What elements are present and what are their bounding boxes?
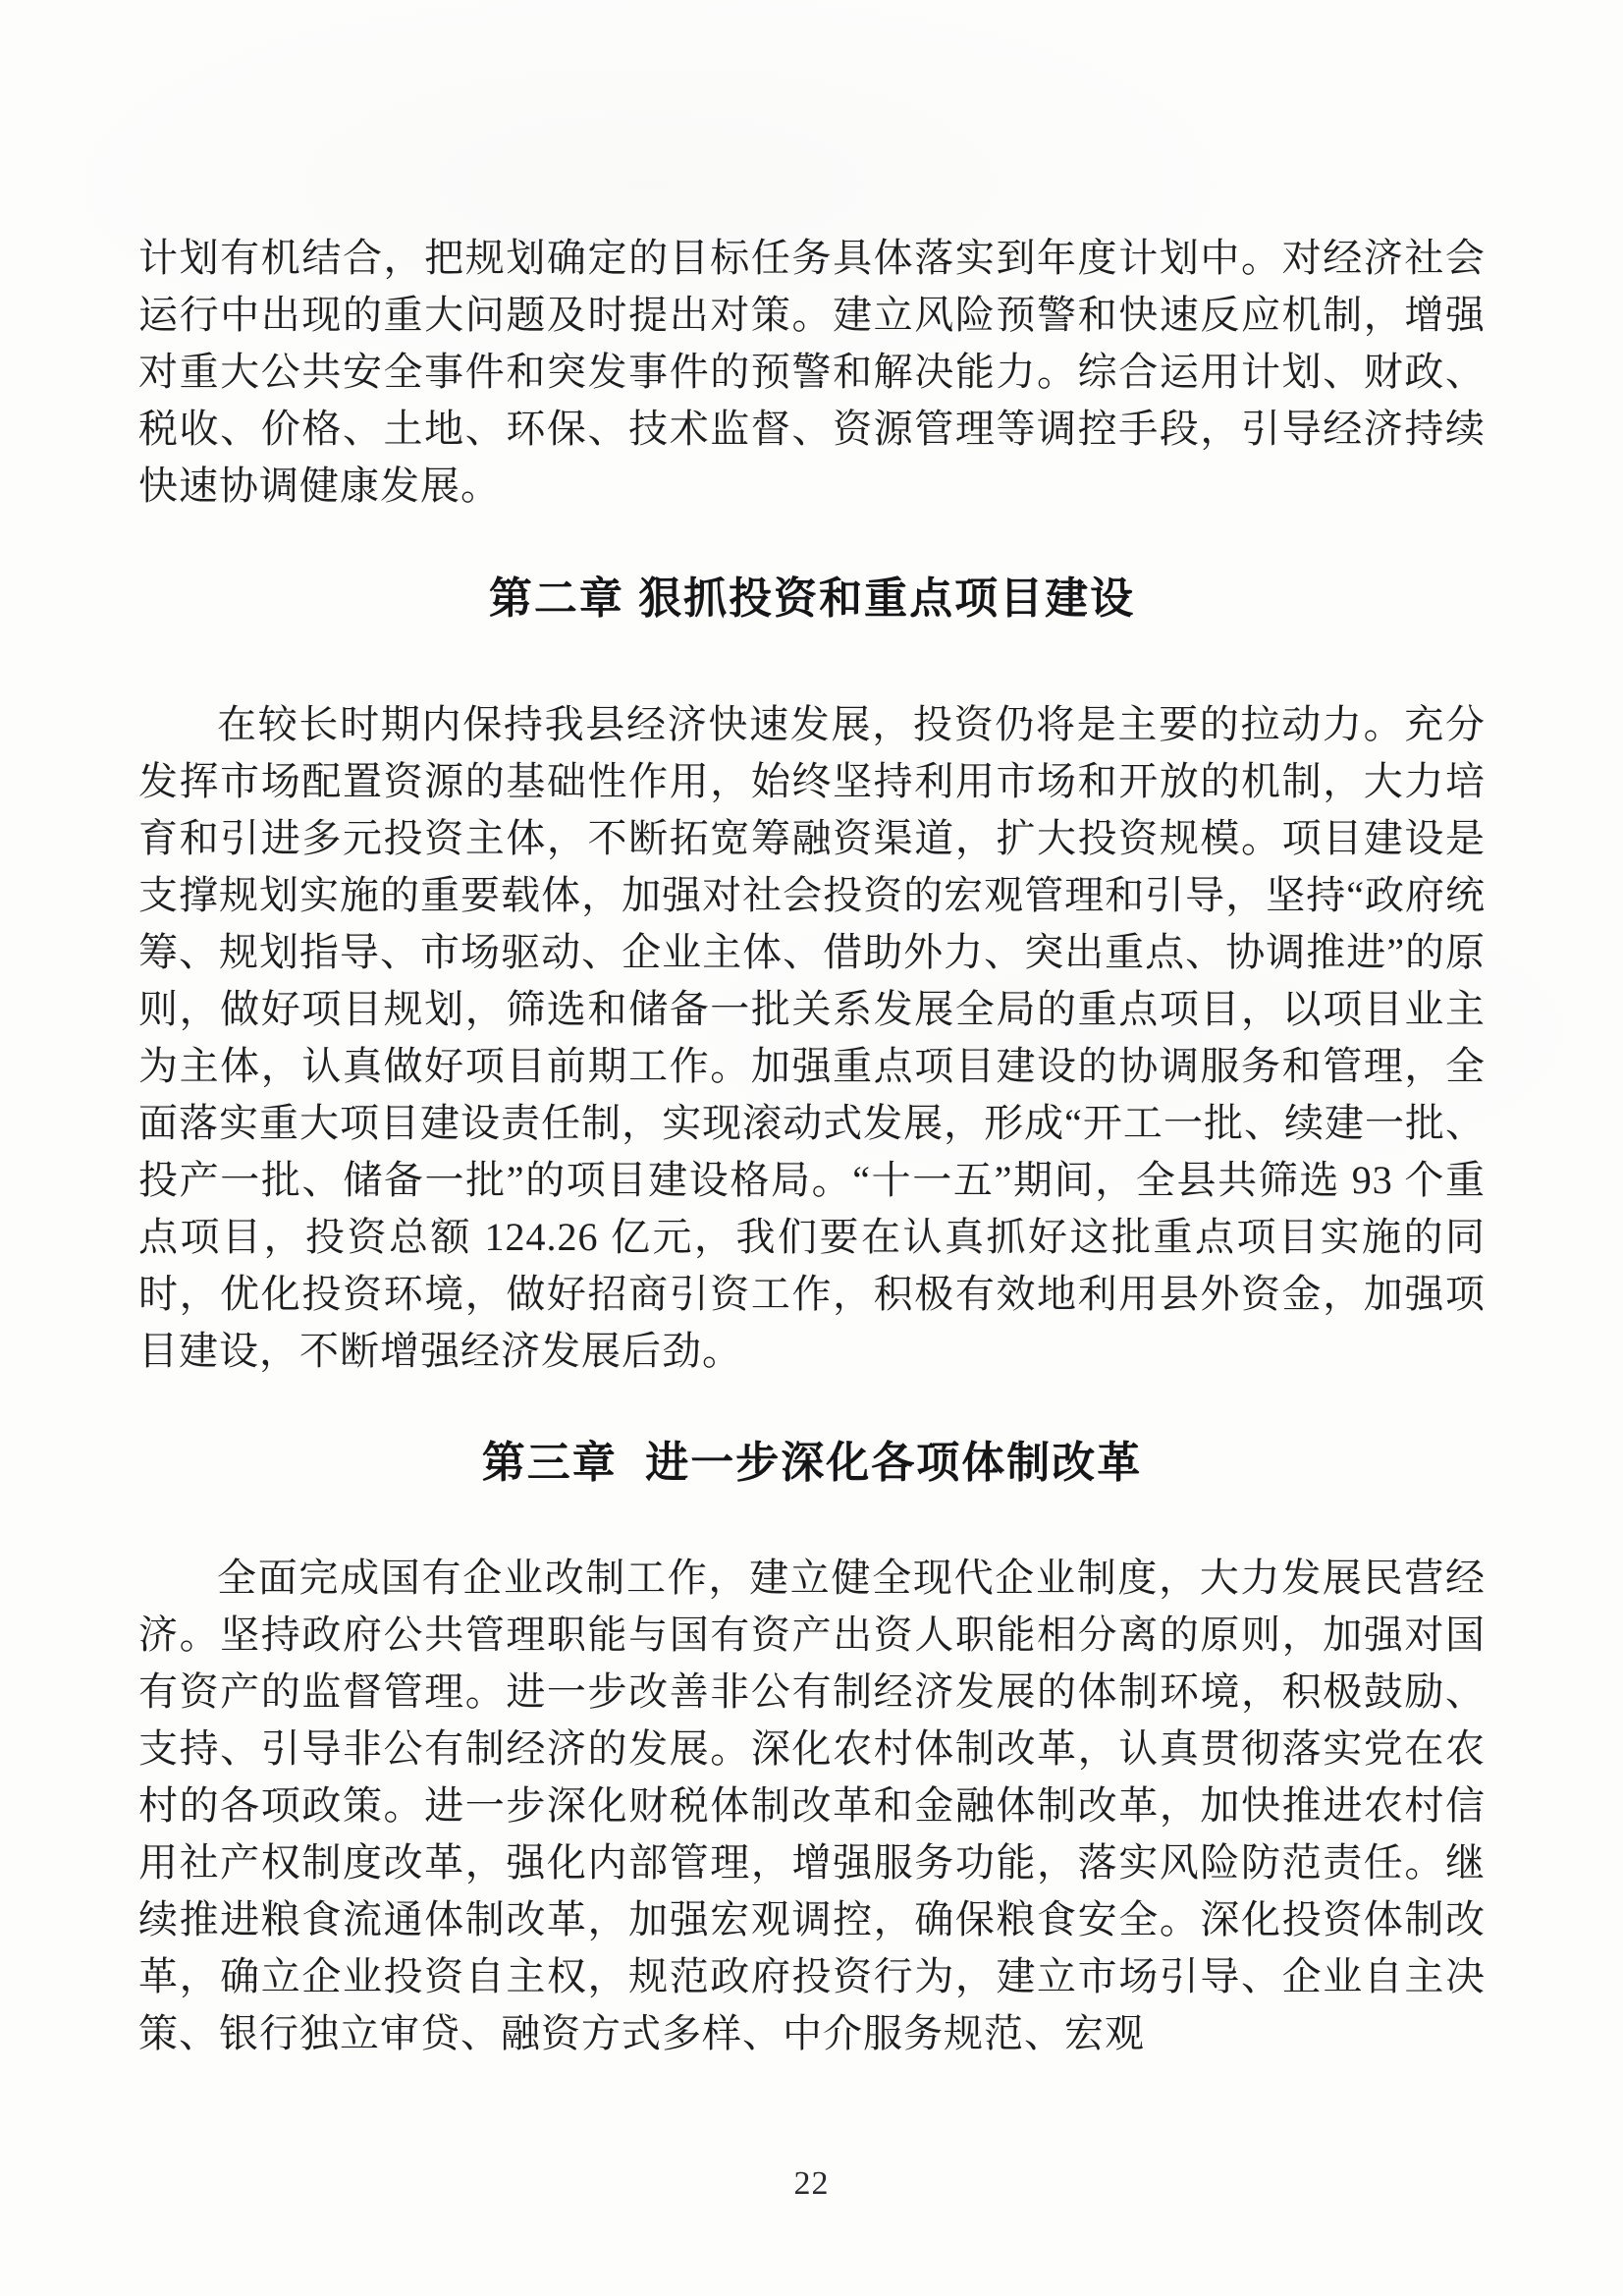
intro-paragraph: 计划有机结合，把规划确定的目标任务具体落实到年度计划中。对经济社会运行中出现的重大问题及时提出对策。建立风险预警和快速反应机制，增强对重大公共安全事件和突发事件的预警和解决能力。综合运用计划、财政、税收、价格、土地、环保、技术监督、资源管理等调控手段，引导经济持续快速协调健康发展。 bbox=[138, 236, 1486, 508]
chapter2-heading: 第二章 狠抓投资和重点项目建设 bbox=[488, 574, 1136, 623]
chapter3-heading: 第三章 进一步深化各项体制改革 bbox=[481, 1439, 1143, 1487]
page-number: 22 bbox=[793, 2165, 830, 2202]
chapter2-paragraph: 在较长时期内保持我县经济快速发展，投资仍将是主要的拉动力。充分发挥市场配置资源的基础性作用，始终坚持利用市场和开放的机制，大力培育和引进多元投资主体，不断拓宽筹融资渠道，扩大投资规模。项目建设是支撑规划实施的重要载体，加强对社会投资的宏观管理和引导，坚持“政府统筹、规划指导、市场驱动、企业主体、借助外力、突出重点、协调推进”的原则，做好项目规划，筛选和储备一批关系发展全局的重点项目，以项目业主为主体，认真做好项目前期工作。加强重点项目建设的协调服务和管理，全面落实重大项目建设责任制，实现滚动式发展，形成“开工一批、续建一批、投产一批、储备一批”的项目建设格局。“十一五”期间，全县共筛选 93 个重点项目，投资总额 124.26 亿元，我们要在认真抓好这批重点项目实施的同时，优化投资环境，做好招商引资工作，积极有效地利用县外资金，加强项目建设，不断增强经济发展后劲。 bbox=[138, 702, 1486, 1373]
chapter3-paragraph: 全面完成国有企业改制工作，建立健全现代企业制度，大力发展民营经济。坚持政府公共管理职能与国有资产出资人职能相分离的原则，加强对国有资产的监督管理。进一步改善非公有制经济发展的体制环境，积极鼓励、支持、引导非公有制经济的发展。深化农村体制改革，认真贯彻落实党在农村的各项政策。进一步深化财税体制改革和金融体制改革，加快推进农村信用社产权制度改革，强化内部管理，增强服务功能，落实风险防范责任。继续推进粮食流通体制改革，加强宏观调控，确保粮食安全。深化投资体制改革，确立企业投资自主权，规范政府投资行为，建立市场引导、企业自主决策、银行独立审贷、融资方式多样、中介服务规范、宏观 bbox=[138, 1556, 1486, 2055]
text-column bbox=[138, 0, 1486, 2062]
